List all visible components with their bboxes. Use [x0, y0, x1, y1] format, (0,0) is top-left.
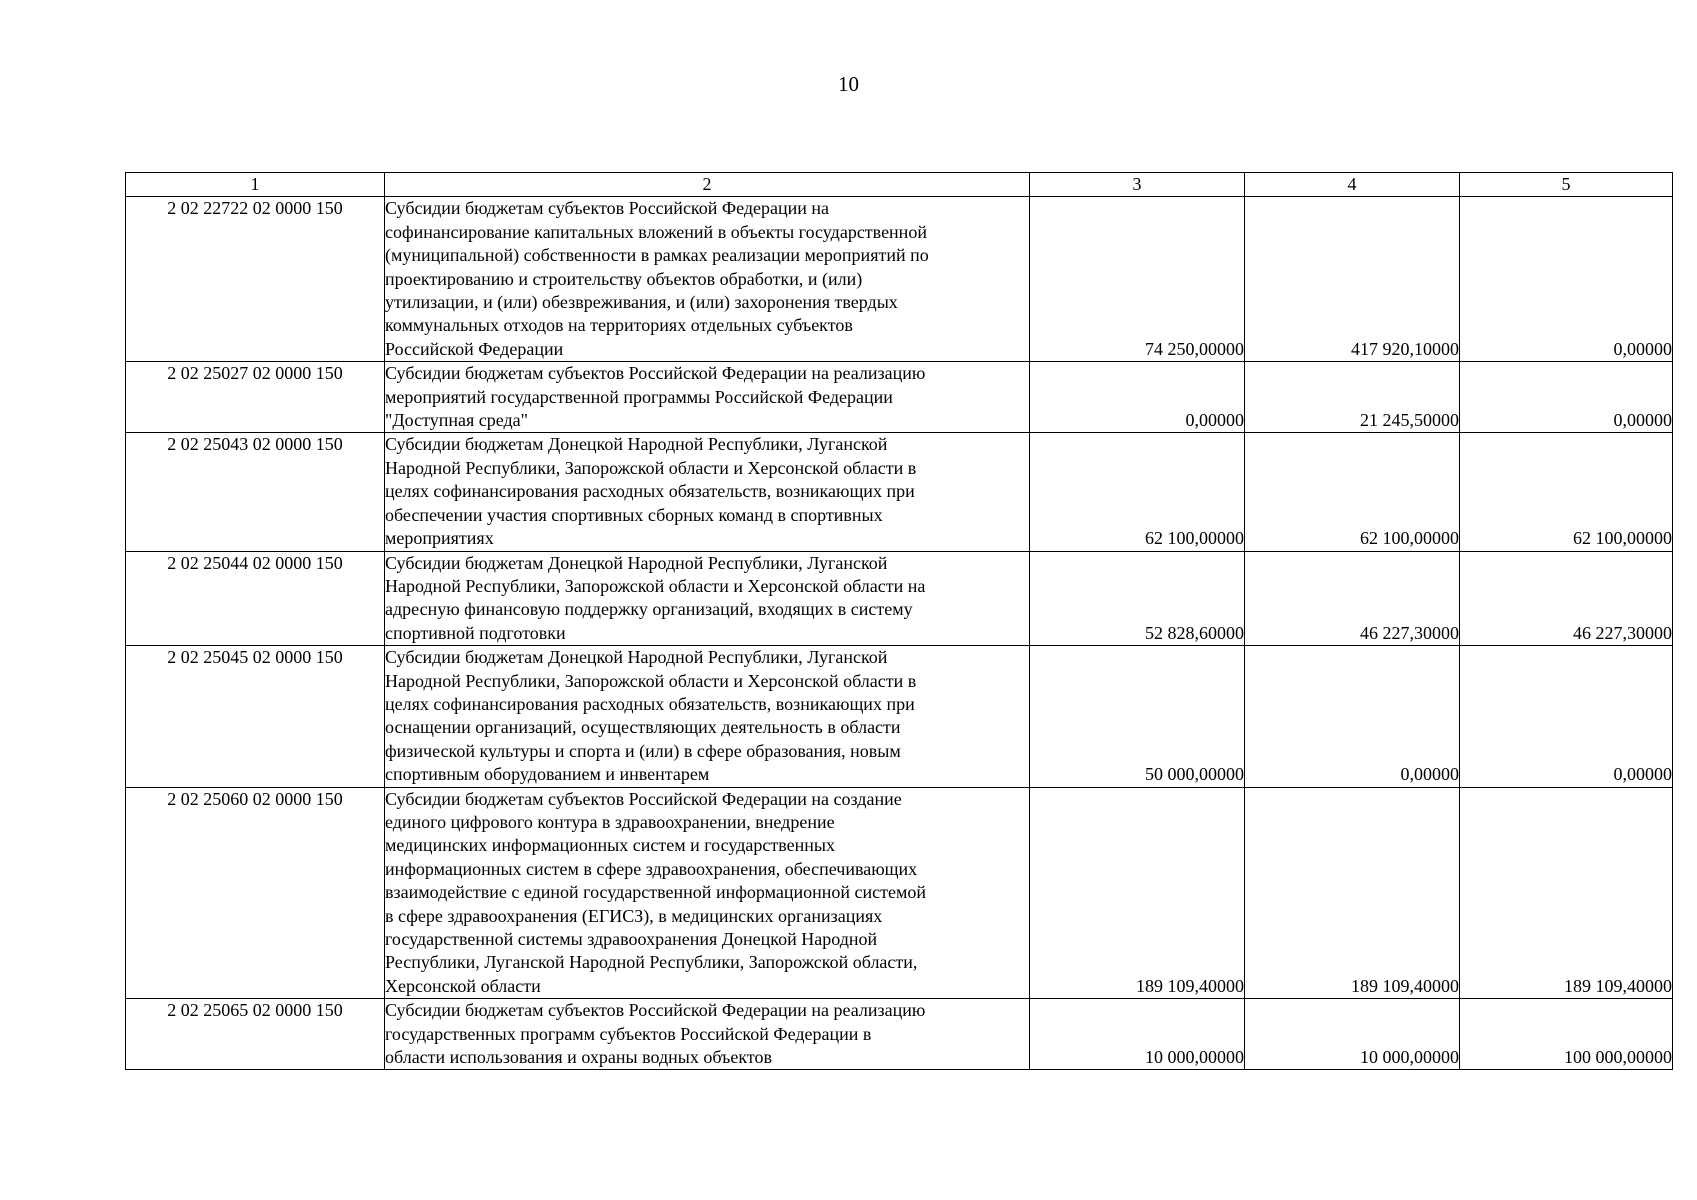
table-row [126, 197, 1673, 362]
amount-col5: 0,00000 [1460, 646, 1673, 787]
row-description [385, 551, 1030, 646]
column-header-5: 5 [1460, 173, 1673, 197]
row-code: 2 02 25027 02 0000 150 [126, 362, 385, 433]
amount-col5: 0,00000 [1460, 362, 1673, 433]
table-row [126, 362, 1673, 433]
row-code: 2 02 25043 02 0000 150 [126, 433, 385, 551]
description-line: физической культуры и спорта и (или) в сфере образования, новым [385, 740, 901, 761]
amount-col3: 62 100,00000 [1030, 433, 1245, 551]
row-code: 2 02 25065 02 0000 150 [126, 999, 385, 1070]
column-header-4: 4 [1245, 173, 1460, 197]
description-line: оснащении организаций, осуществляющих деятельность в области [385, 717, 901, 738]
amount-col5: 100 000,00000 [1460, 999, 1673, 1070]
table-header-row [126, 173, 1673, 197]
description-line: спортивной подготовки [385, 622, 566, 643]
row-description [385, 433, 1030, 551]
row-description [385, 197, 1030, 362]
description-line: спортивным оборудованием и инвентарем [385, 764, 710, 785]
amount-col3: 74 250,00000 [1030, 197, 1245, 362]
amount-col4: 10 000,00000 [1245, 999, 1460, 1070]
description-line: проектированию и строительству объектов обработки, и (или) [385, 268, 863, 289]
row-description [385, 362, 1030, 433]
amount-col4: 21 245,50000 [1245, 362, 1460, 433]
amount-col4: 0,00000 [1245, 646, 1460, 787]
description-line: Республики, Луганской Народной Республики, Запорожской области, [385, 952, 918, 973]
amount-col5: 0,00000 [1460, 197, 1673, 362]
description-line: государственных программ субъектов Российской Федерации в [385, 1023, 872, 1044]
description-line: адресную финансовую поддержку организаций, входящих в систему [385, 599, 913, 620]
table-row [126, 551, 1673, 646]
amount-col4: 417 920,10000 [1245, 197, 1460, 362]
description-line: Народной Республики, Запорожской области и Херсонской области на [385, 575, 926, 596]
description-line: взаимодействие с единой государственной информационной системой [385, 882, 927, 903]
description-line: Народной Республики, Запорожской области и Херсонской области в [385, 670, 917, 691]
description-line: государственной системы здравоохранения Донецкой Народной [385, 929, 878, 949]
row-description [385, 999, 1030, 1070]
description-line: единого цифрового контура в здравоохранении, внедрение [385, 811, 835, 832]
description-line: Субсидии бюджетам Донецкой Народной Республики, Луганской [385, 647, 888, 668]
page-number: 10 [838, 72, 859, 96]
description-line: утилизации, и (или) обезвреживания, и (или) захоронения твердых [385, 292, 898, 313]
amount-col4: 46 227,30000 [1245, 551, 1460, 646]
description-line: Херсонской области [385, 975, 541, 996]
row-code: 2 02 25045 02 0000 150 [126, 646, 385, 787]
description-line: софинансирование капитальных вложений в объекты государственной [385, 221, 927, 242]
description-line: информационных систем в сфере здравоохранения, обеспечивающих [385, 858, 918, 879]
row-code: 2 02 22722 02 0000 150 [126, 197, 385, 362]
description-line: в сфере здравоохранения (ЕГИСЗ), в медицинских организациях [385, 905, 883, 926]
description-line: Народной Республики, Запорожской области и Херсонской области в [385, 457, 917, 478]
row-description [385, 646, 1030, 787]
amount-col5: 62 100,00000 [1460, 433, 1673, 551]
description-line: мероприятий государственной программы Российской Федерации [385, 386, 893, 407]
table-row [126, 433, 1673, 551]
amount-col3: 10 000,00000 [1030, 999, 1245, 1070]
description-line: медицинских информационных систем и государственных [385, 835, 835, 856]
description-line: области использования и охраны водных объектов [385, 1047, 772, 1068]
amount-col4: 189 109,40000 [1245, 787, 1460, 999]
table-row [126, 999, 1673, 1070]
budget-table [125, 172, 1673, 1070]
amount-col4: 62 100,00000 [1245, 433, 1460, 551]
description-line: целях софинансирования расходных обязательств, возникающих при [385, 693, 915, 714]
description-line: целях софинансирования расходных обязательств, возникающих при [385, 481, 915, 502]
description-line: мероприятиях [385, 528, 494, 549]
description-line: Субсидии бюджетам субъектов Российской Федерации на создание [385, 788, 902, 809]
description-line: "Доступная среда" [385, 410, 528, 431]
description-line: Субсидии бюджетам Донецкой Народной Республики, Луганской [385, 552, 888, 573]
description-line: коммунальных отходов на территориях отдельных субъектов [385, 315, 853, 336]
row-code: 2 02 25060 02 0000 150 [126, 787, 385, 999]
description-line: Субсидии бюджетам субъектов Российской Федерации на [385, 198, 830, 219]
row-code: 2 02 25044 02 0000 150 [126, 551, 385, 646]
description-line: Субсидии бюджетам Донецкой Народной Республики, Луганской [385, 434, 888, 455]
amount-col5: 46 227,30000 [1460, 551, 1673, 646]
description-line: обеспечении участия спортивных сборных команд в спортивных [385, 504, 883, 525]
description-line: Субсидии бюджетам субъектов Российской Федерации на реализацию [385, 1000, 926, 1021]
description-line: (муниципальной) собственности в рамках реализации мероприятий по [385, 245, 929, 266]
description-line: Субсидии бюджетам субъектов Российской Федерации на реализацию [385, 363, 926, 384]
amount-col3: 0,00000 [1030, 362, 1245, 433]
row-description [385, 787, 1030, 999]
column-header-2: 2 [385, 173, 1030, 197]
description-line: Российской Федерации [385, 338, 564, 359]
column-header-1: 1 [126, 173, 385, 197]
amount-col3: 52 828,60000 [1030, 551, 1245, 646]
amount-col5: 189 109,40000 [1460, 787, 1673, 999]
amount-col3: 189 109,40000 [1030, 787, 1245, 999]
column-header-3: 3 [1030, 173, 1245, 197]
amount-col3: 50 000,00000 [1030, 646, 1245, 787]
table-row [126, 646, 1673, 787]
table-row [126, 787, 1673, 999]
